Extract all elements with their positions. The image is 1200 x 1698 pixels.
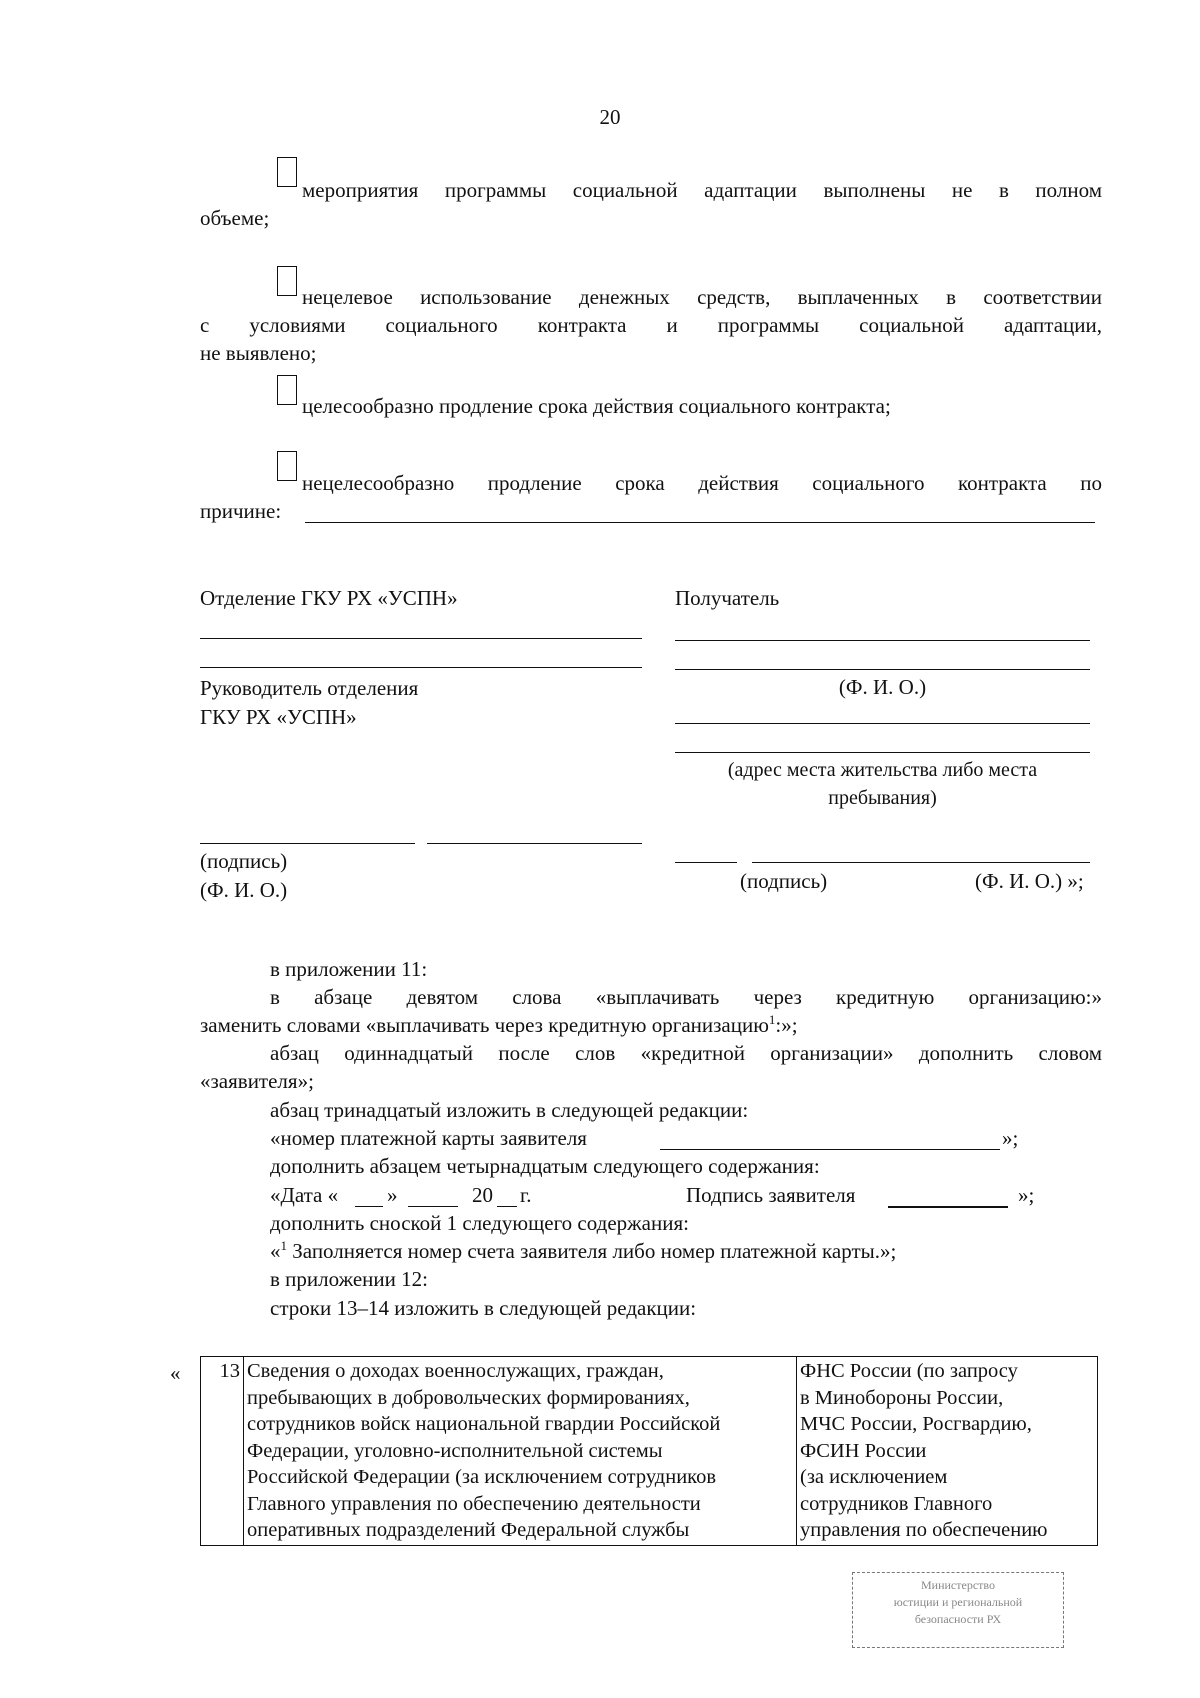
signature-left-head-1: Руководитель отделения — [200, 676, 419, 700]
checkbox-3-text: целесообразно продление срока действия социального контракта; — [302, 394, 891, 418]
source-line: в Минобороны России, — [800, 1386, 1004, 1409]
applicant-signature-label: Подпись заявителя — [686, 1183, 856, 1207]
signature-left-org: Отделение ГКУ РХ «УСПН» — [200, 586, 458, 610]
para-ninth-line-2 — [200, 1012, 798, 1039]
checkbox-4-text: нецелесообразно продление срока действия социального контракта по — [302, 471, 1102, 495]
source-line: сотрудников Главного — [800, 1492, 993, 1515]
applicant-signature-line[interactable] — [888, 1206, 1008, 1208]
signature-right-sign-line — [675, 862, 737, 863]
stamp-line-1: Министерство — [921, 1578, 995, 1592]
row-number: 13 — [219, 1360, 240, 1382]
table-row — [201, 1357, 1098, 1546]
source-line: ФСИН России — [800, 1439, 927, 1462]
para-eleventh-line-2: «заявителя»; — [200, 1069, 314, 1093]
checkbox-2-text-cont2: не выявлено; — [200, 341, 317, 365]
para-fourteenth: дополнить абзацем четырнадцатым следующего содержания: — [270, 1154, 820, 1178]
signature-right-title: Получатель — [675, 586, 780, 610]
description-line: сотрудников войск национальной гвардии Российской — [247, 1413, 721, 1435]
para-ninth-line-2-text: заменить словами «выплачивать через кредитную организацию — [200, 1013, 769, 1037]
card-number-line[interactable] — [660, 1149, 1000, 1150]
checkbox-1-text: мероприятия программы социальной адаптации выполнены не в полном — [302, 178, 1102, 202]
signature-right-fio-end: (Ф. И. О.) »; — [975, 869, 1084, 893]
description-line: Сведения о доходах военнослужащих, граждан, — [247, 1360, 664, 1382]
stamp-line-2: юстиции и региональной — [893, 1595, 1023, 1609]
checkbox-1-text-cont: объеме; — [200, 206, 270, 230]
signature-right-line-2 — [675, 669, 1090, 670]
signature-right-fio-label: (Ф. И. О.) — [838, 675, 927, 699]
table-cell-description — [244, 1357, 797, 1546]
table-cell-number — [201, 1357, 244, 1546]
signature-left-fio-line — [427, 843, 642, 844]
source-line: (за исключением — [800, 1466, 948, 1488]
signature-right-sign-label: (подпись) — [740, 869, 828, 893]
signature-right-line-1 — [675, 640, 1090, 641]
para-card-number-end: »; — [1002, 1126, 1019, 1150]
signature-right-fio-line — [752, 862, 1090, 863]
source-line: управления по обеспечению — [800, 1519, 1048, 1541]
date-day-line[interactable] — [355, 1206, 383, 1207]
signature-right-address-1: (адрес места жительства либо места — [727, 759, 1038, 781]
para-footnote-text — [270, 1238, 896, 1265]
para-eleventh-line-1: абзац одиннадцатый после слов «кредитной организации» дополнить словом — [270, 1041, 1102, 1065]
description-line: Федерации, уголовно-исполнительной системы — [247, 1439, 663, 1462]
checkbox-extension-not-advisable[interactable] — [277, 451, 297, 481]
checkbox-4-text-cont: причине: — [200, 499, 282, 523]
data-table — [200, 1356, 1098, 1546]
page-number: 20 — [599, 105, 621, 129]
description-line: Главного управления по обеспечению деятельности — [247, 1492, 701, 1515]
ministry-stamp — [852, 1572, 1064, 1648]
date-day-close: » — [387, 1183, 398, 1207]
signature-left-sign-line — [200, 843, 415, 844]
stamp-line-3: безопасности РХ — [914, 1612, 1002, 1626]
signature-right-line-3 — [675, 723, 1090, 724]
checkbox-extension-advisable[interactable] — [277, 375, 297, 405]
date-year-prefix: 20 — [472, 1183, 493, 1207]
para-appendix-11: в приложении 11: — [270, 957, 428, 981]
para-appendix-12: в приложении 12: — [270, 1267, 428, 1291]
checkbox-no-misuse[interactable] — [277, 266, 297, 296]
checkbox-2-text: нецелевое использование денежных средств, выплаченных в соответствии — [302, 285, 1102, 309]
description-line: оперативных подразделений Федеральной службы — [247, 1519, 690, 1541]
signature-right-address-2: пребывания) — [828, 787, 937, 809]
footnote-sup: 1 — [280, 1238, 287, 1253]
para-ninth-line-1: в абзаце девятом слова «выплачивать через кредитную организацию:» — [270, 985, 1102, 1009]
signature-right-line-4 — [675, 752, 1090, 753]
checkbox-2-text-cont1: с условиями социального контракта и программы социальной адаптации, — [200, 313, 1102, 337]
description-line: Российской Федерации (за исключением сотрудников — [247, 1466, 717, 1488]
signature-left-head-2: ГКУ РХ «УСПН» — [200, 705, 357, 729]
footnote-open-quote: « — [270, 1239, 281, 1263]
footnote-body: Заполняется номер счета заявителя либо номер платежной карты.»; — [287, 1239, 897, 1263]
reason-input-line[interactable] — [305, 522, 1095, 523]
description-line: пребывающих в добровольческих формированиях, — [247, 1386, 690, 1409]
source-line: МЧС России, Росгвардию, — [800, 1413, 1032, 1435]
date-year-line[interactable] — [497, 1206, 517, 1207]
para-ninth-line-2-end: :»; — [775, 1013, 798, 1037]
table-cell-source — [797, 1357, 1098, 1546]
para-rows-13-14: строки 13–14 изложить в следующей редакции: — [270, 1296, 697, 1320]
date-prefix: «Дата « — [270, 1183, 339, 1207]
checkbox-not-fully-completed[interactable] — [277, 157, 297, 187]
signature-left-fio-label: (Ф. И. О.) — [200, 878, 288, 902]
date-month-line[interactable] — [408, 1206, 458, 1207]
signature-left-sign-label: (подпись) — [200, 849, 288, 873]
para-card-number: «номер платежной карты заявителя — [270, 1126, 587, 1150]
source-line: ФНС России (по запросу — [800, 1360, 1018, 1382]
applicant-signature-end: »; — [1018, 1183, 1035, 1207]
signature-left-line-1 — [200, 638, 642, 639]
table-open-quote: « — [170, 1361, 181, 1385]
signature-left-line-2 — [200, 667, 642, 668]
footnote-mark: 1 — [768, 1012, 776, 1027]
para-footnote-intro: дополнить сноской 1 следующего содержания: — [270, 1211, 689, 1235]
para-thirteenth: абзац тринадцатый изложить в следующей редакции: — [270, 1098, 749, 1122]
date-year-suffix: г. — [520, 1183, 532, 1207]
